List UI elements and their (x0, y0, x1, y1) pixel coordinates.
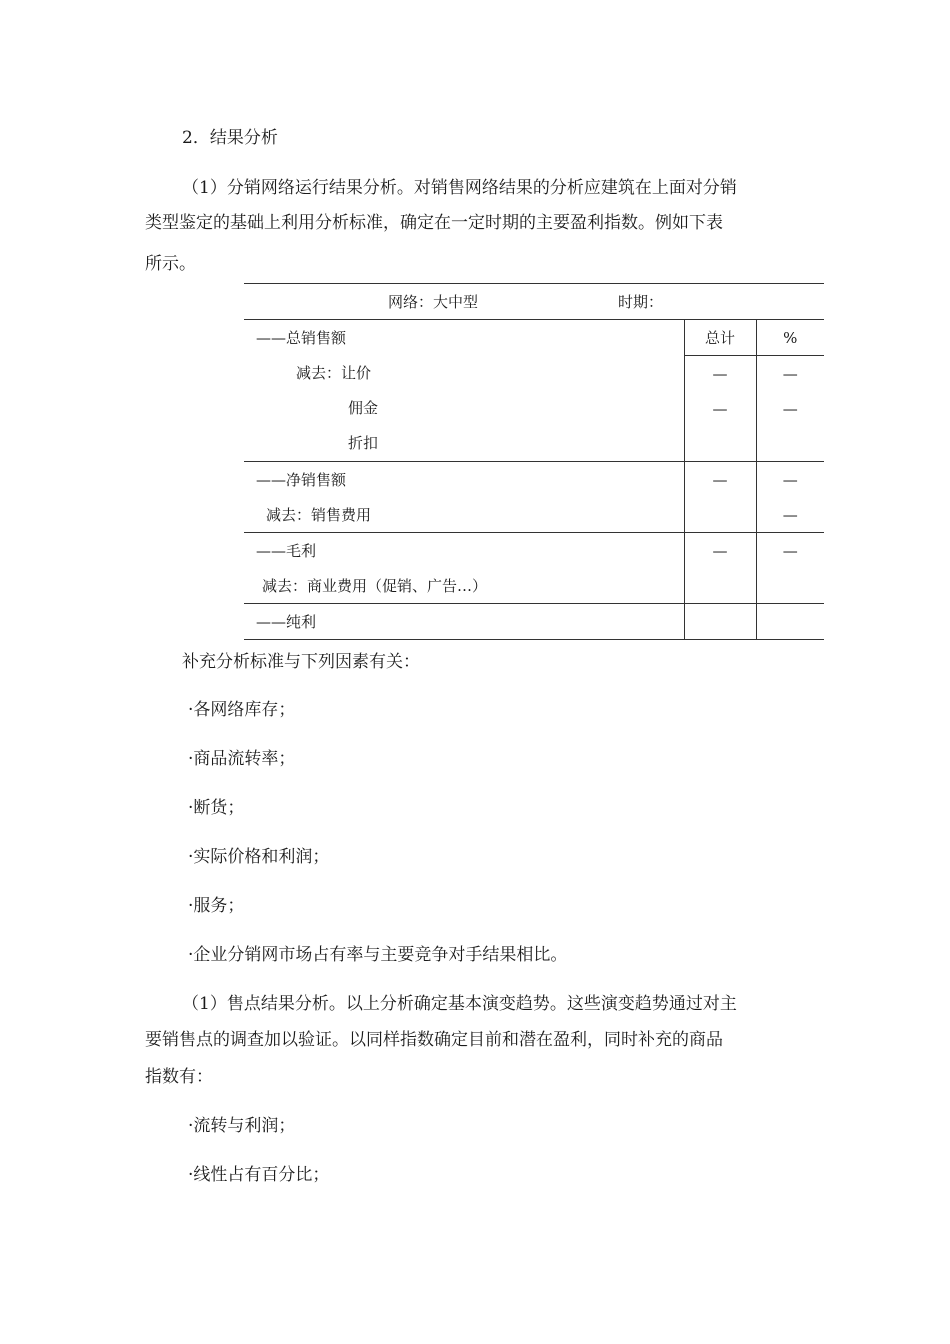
row-less-rebate: 减去：让价 (296, 364, 372, 382)
row-gross-sales: ——总销售额 (256, 329, 347, 347)
network-label: 网络：大中型 (388, 293, 479, 311)
row-less-sales-cost: 减去：销售费用 (266, 506, 372, 524)
table-block-net-sales (244, 462, 824, 533)
dash-cell: — (782, 505, 798, 524)
table-block-net-profit (244, 604, 824, 640)
period-label: 时期： (618, 293, 664, 311)
row-less-business-cost: 减去：商业费用（促销、广告…） (262, 577, 488, 595)
section-title: 2．结果分析 (182, 128, 278, 148)
empty-cell (685, 497, 756, 532)
dash-cell: — (712, 470, 728, 489)
dash-cell: — (782, 364, 798, 383)
empty-cell (757, 568, 825, 603)
row-commission: 佣金 (348, 399, 379, 417)
dash-cell: — (782, 541, 798, 560)
paragraph-line: 指数有： (145, 1067, 213, 1087)
empty-cell (685, 604, 756, 639)
profit-table (244, 283, 824, 640)
paragraph-line: 类型鉴定的基础上利用分析标准，确定在一定时期的主要盈利指数。例如下表 (145, 213, 723, 233)
bullet-item: ·企业分销网市场占有率与主要竞争对手结果相比。 (188, 945, 568, 965)
dash-cell: — (712, 541, 728, 560)
bullet-item: ·实际价格和利润； (188, 847, 330, 867)
paragraph-line: （1）售点结果分析。以上分析确定基本演变趋势。这些演变趋势通过对主 (182, 994, 737, 1014)
bullet-item: ·服务； (188, 896, 245, 916)
col-percent-header: % (757, 320, 825, 356)
dash-cell: — (782, 399, 798, 418)
table-header-row (244, 284, 824, 320)
empty-cell (685, 568, 756, 603)
paragraph-line: 所示。 (145, 254, 196, 274)
empty-cell (685, 426, 756, 461)
dash-cell: — (782, 470, 798, 489)
row-net-sales: ——净销售额 (256, 471, 347, 489)
paragraph-line: 要销售点的调查加以验证。以同样指数确定目前和潜在盈利，同时补充的商品 (145, 1030, 723, 1050)
col-total-header: 总计 (685, 320, 756, 356)
row-net-profit: ——纯利 (256, 613, 317, 631)
bullet-item: ·各网络库存； (188, 700, 296, 720)
row-gross-profit: ——毛利 (256, 542, 317, 560)
empty-cell (757, 426, 825, 461)
table-block-gross-sales (244, 320, 824, 462)
table-block-gross-profit (244, 533, 824, 604)
bullet-item: ·商品流转率； (188, 749, 296, 769)
paragraph-line: （1）分销网络运行结果分析。对销售网络结果的分析应建筑在上面对分销 (182, 178, 737, 198)
dash-cell: — (712, 364, 728, 383)
dash-cell: — (712, 399, 728, 418)
empty-cell (757, 604, 825, 639)
row-discount: 折扣 (348, 434, 379, 452)
bullet-item: ·流转与利润； (188, 1116, 296, 1136)
bullet-item: ·断货； (188, 798, 245, 818)
bullet-item: ·线性占有百分比； (188, 1165, 330, 1185)
supplement-intro: 补充分析标准与下列因素有关： (182, 652, 420, 672)
